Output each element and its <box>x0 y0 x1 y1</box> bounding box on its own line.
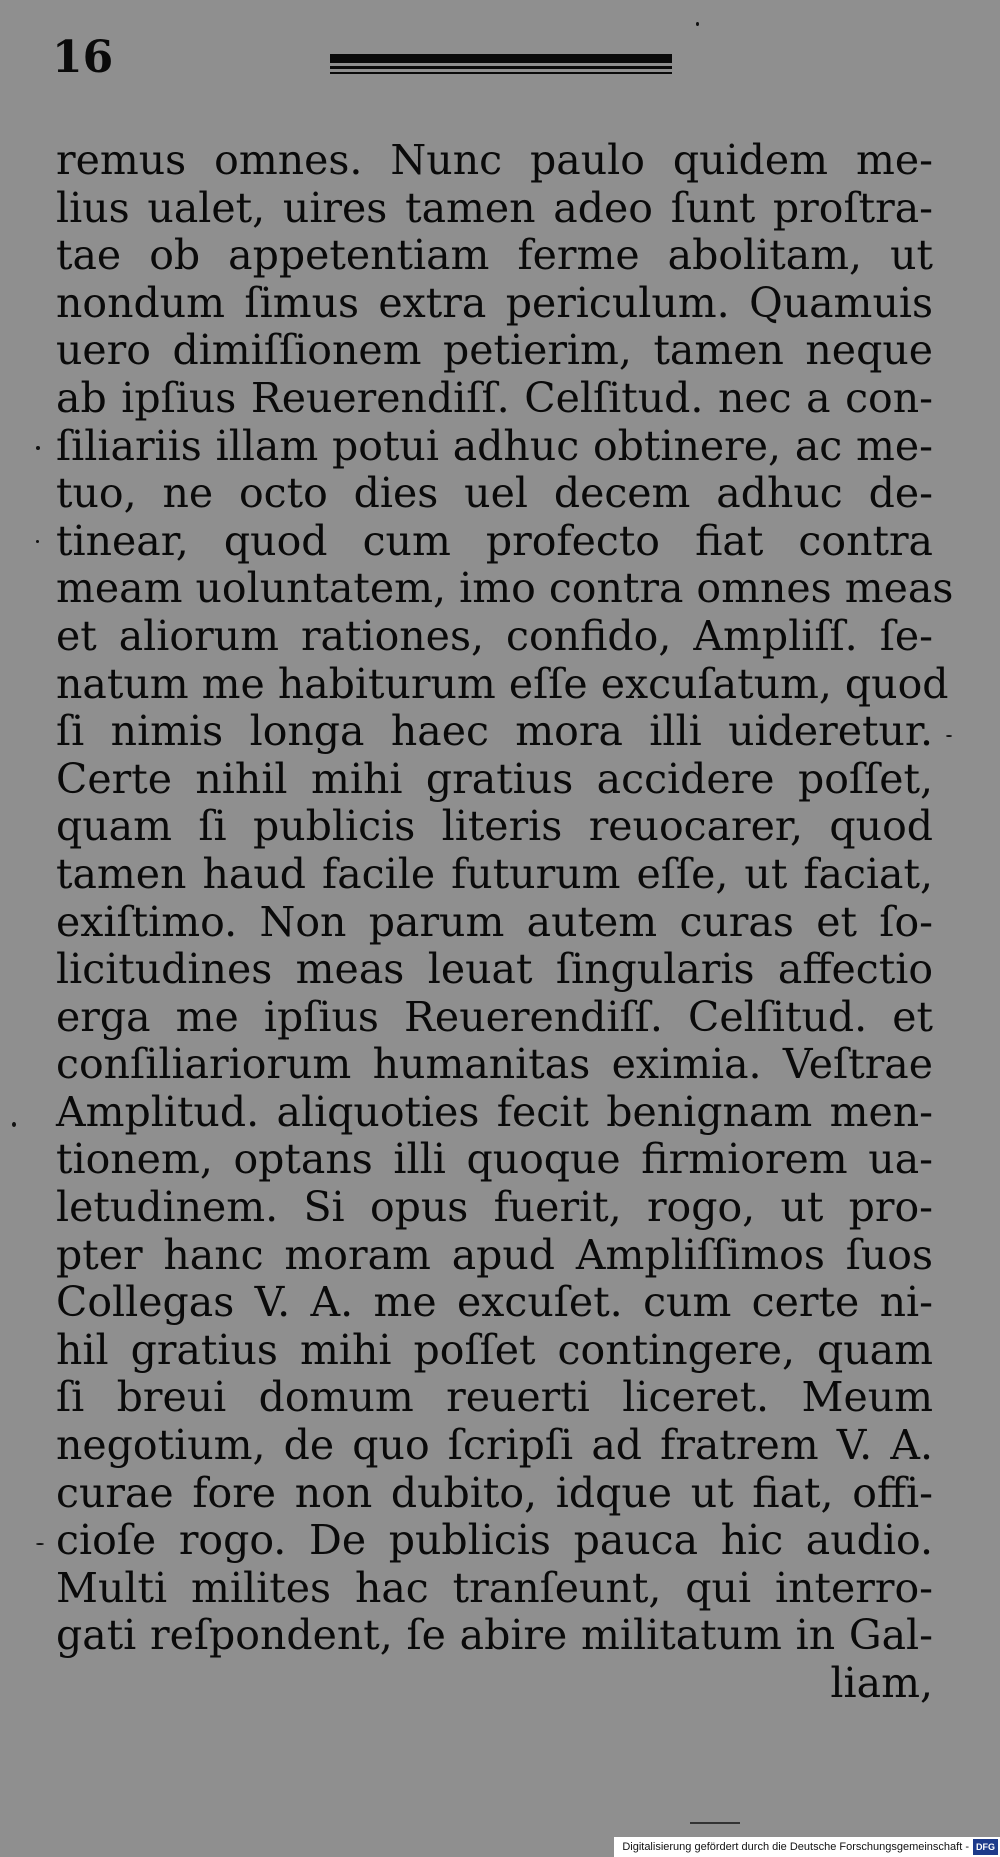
text-line: tuo, ne octo dies uel decem adhuc de- <box>56 469 933 518</box>
text-line: tae ob appetentiam ferme abolitam, ut <box>56 231 933 280</box>
text-line: ſi breui domum reuerti liceret. Meum <box>56 1373 933 1422</box>
letter-body <box>56 136 954 1708</box>
text-line: meam uoluntatem, imo contra omnes meas <box>56 564 954 613</box>
text-line: remus omnes. Nunc paulo quidem me- <box>56 136 933 184</box>
text-line: tionem, optans illi quoque firmiorem ua- <box>56 1135 933 1184</box>
page-number: 16 <box>52 32 114 83</box>
text-line: exiſtimo. Non parum autem curas et ſo- <box>56 897 933 946</box>
dfg-logo: DFG <box>973 1839 998 1855</box>
scan-speck <box>12 1122 16 1127</box>
text-line: lius ualet, uires tamen adeo ſunt proſtra- <box>56 183 933 232</box>
text-line: tamen haud facile futurum eſſe, ut faciat, <box>56 849 933 898</box>
text-line: negotium, de quo ſcripſi ad fratrem V. A. <box>56 1421 933 1470</box>
text-line: conſiliariorum humanitas eximia. Veſtrae <box>56 1040 933 1089</box>
text-line: erga me ipſius Reuerendiſſ. Celſitud. et <box>56 992 933 1041</box>
header-rule <box>330 52 672 76</box>
scan-speck <box>946 735 952 737</box>
text-line: Multi milites hac tranſeunt, qui interro- <box>56 1563 933 1612</box>
text-line: quam ſi publicis literis reuocarer, quod <box>56 802 933 851</box>
digitization-credit <box>614 1837 1000 1857</box>
text-line: letudinem. Si opus fuerit, rogo, ut pro- <box>56 1183 933 1232</box>
header-rule-thick <box>330 54 672 63</box>
text-line: ſi nimis longa haec mora illi uideretur. <box>56 707 933 756</box>
footer-rule <box>690 1822 740 1824</box>
text-line: ſiliariis illam potui adhuc obtinere, ac me- <box>56 421 933 470</box>
text-line: tinear, quod cum profecto fiat contra <box>56 516 933 565</box>
scan-speck <box>36 540 39 543</box>
scan-speck <box>36 1543 44 1545</box>
credit-text: Digitalisierung gefördert durch die Deutsche Forschungsgemeinschaft - <box>622 1841 969 1853</box>
text-line: curae fore non dubito, idque ut fiat, offi- <box>56 1468 933 1517</box>
text-line: Certe nihil mihi gratius accidere poſſet, <box>56 754 933 803</box>
text-line: ab ipſius Reuerendiſſ. Celſitud. nec a con- <box>56 373 933 422</box>
text-line: licitudines meas leuat ſingularis affectio <box>56 945 933 994</box>
text-line: gati reſpondent, ſe abire militatum in Gal- <box>56 1611 933 1660</box>
scan-speck <box>36 446 40 450</box>
header-rule-thin <box>330 66 672 69</box>
catchword-line: liam, <box>830 1659 933 1707</box>
text-line: natum me habiturum eſſe excuſatum, quod <box>56 659 949 708</box>
text-line: cioſe rogo. De publicis pauca hic audio. <box>56 1516 933 1565</box>
text-line: pter hanc moram apud Ampliſſimos ſuos <box>56 1230 933 1279</box>
text-line: et aliorum rationes, confido, Ampliſſ. ſe- <box>56 611 933 660</box>
scan-speck <box>696 22 699 26</box>
text-line: nondum ſimus extra periculum. Quamuis <box>56 278 933 327</box>
text-line: Amplitud. aliquoties fecit benignam men- <box>56 1087 933 1136</box>
header-rule-hairline <box>330 72 672 74</box>
text-line: uero dimiſſionem petierim, tamen neque <box>56 326 933 375</box>
text-line: Collegas V. A. me excuſet. cum certe ni- <box>56 1278 933 1327</box>
text-line: hil gratius mihi poſſet contingere, quam <box>56 1325 933 1374</box>
